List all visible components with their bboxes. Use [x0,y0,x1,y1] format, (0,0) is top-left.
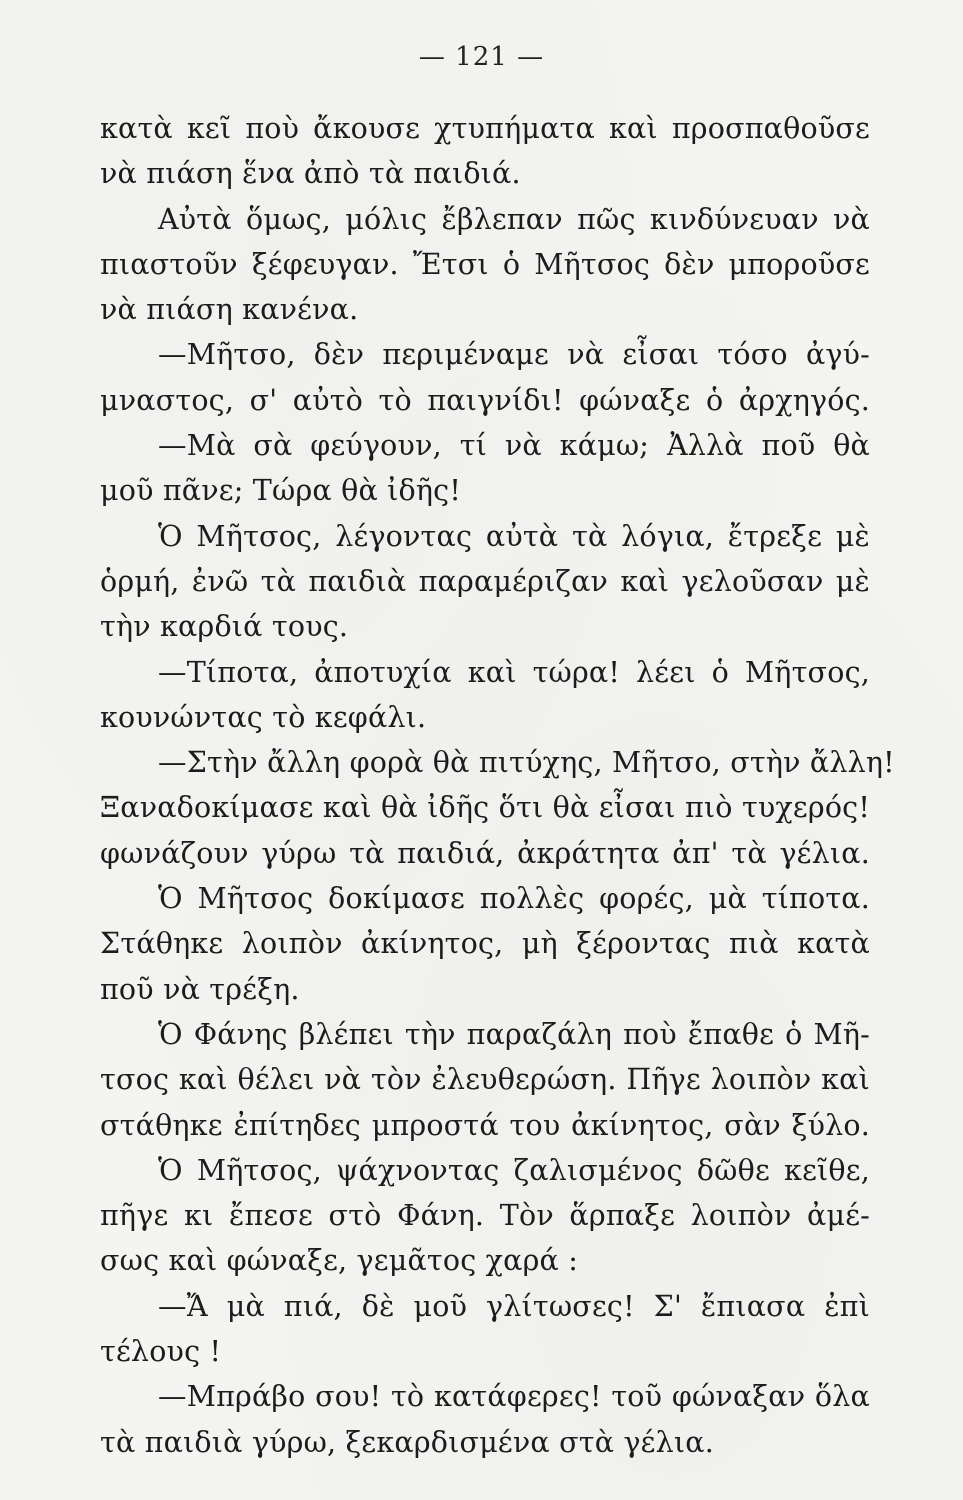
text-line: —Μῆτσο, δὲν περιμέναμε νὰ εἶσαι τόσο ἀγύ- [158,338,870,372]
text-line: πιαστοῦν ξέφευγαν. Ἔτσι ὁ Μῆτσος δὲν μποροῦσε [100,247,870,281]
text-line: Ὁ Μῆτσος, λέγοντας αὐτὰ τὰ λόγια, ἔτρεξε μὲ [158,519,870,553]
text-line: —Στὴν ἄλλη φορὰ θὰ πιτύχης, Μῆτσο, στὴν ἄλλη! [158,746,895,780]
text-line: Ὁ Μῆτσος δοκίμασε πολλὲς φορές, μὰ τίποτα. [158,882,870,916]
text-line: στάθηκε ἐπίτηδες μπροστά του ἀκίνητος, σὰν ξύλο. [100,1108,870,1142]
text-line: Ξαναδοκίμασε καὶ θὰ ἰδῆς ὅτι θὰ εἶσαι πιὸ τυχερός! [100,791,870,825]
text-line: τὴν καρδιά τους. [100,610,349,644]
text-line: μναστος, σ' αὐτὸ τὸ παιγνίδι! φώναξε ὁ ἀρχηγός. [100,383,870,417]
text-line: ὁρμή, ἐνῶ τὰ παιδιὰ παραμέριζαν καὶ γελοῦσαν μὲ [100,564,870,598]
text-line: —Ἄ μὰ πιά, δὲ μοῦ γλίτωσες! Σ' ἔπιασα ἐπὶ [158,1289,870,1323]
text-line: τὰ παιδιὰ γύρω, ξεκαρδισμένα στὰ γέλια. [100,1425,714,1459]
text-line: πῆγε κι ἔπεσε στὸ Φάνη. Τὸν ἅρπαξε λοιπὸν ἀμέ- [100,1199,870,1233]
text-line: νὰ πιάση κανένα. [100,293,359,327]
text-line: φωνάζουν γύρω τὰ παιδιά, ἀκράτητα ἀπ' τὰ γέλια. [100,836,870,870]
body-text [100,106,895,1465]
text-line: —Τίποτα, ἀποτυχία καὶ τώρα! λέει ὁ Μῆτσος, [158,655,870,689]
text-line: μοῦ πᾶνε; Τώρα θὰ ἰδῆς! [100,474,461,508]
text-line: τσος καὶ θέλει νὰ τὸν ἐλευθερώση. Πῆγε λοιπὸν καὶ [100,1063,870,1097]
text-line: Αὐτὰ ὅμως, μόλις ἔβλεπαν πῶς κινδύνευαν νὰ [158,202,870,236]
text-line: —Μὰ σὰ φεύγουν, τί νὰ κάμω; Ἀλλὰ ποῦ θὰ [158,429,870,463]
text-line: Στάθηκε λοιπὸν ἀκίνητος, μὴ ξέροντας πιὰ κατὰ [100,927,870,961]
text-line: Ὁ Φάνης βλέπει τὴν παραζάλη ποὺ ἔπαθε ὁ Μῆ- [158,1017,870,1051]
text-line: τέλους ! [100,1335,222,1369]
page-number: — 121 — [418,42,545,72]
text-line: νὰ πιάση ἕνα ἀπὸ τὰ παιδιά. [100,157,521,191]
text-line: ποῦ νὰ τρέξη. [100,972,300,1006]
text-line: σως καὶ φώναξε, γεμᾶτος χαρά : [100,1244,579,1278]
text-line: Ὁ Μῆτσος, ψάχνοντας ζαλισμένος δῶθε κεῖθε, [158,1153,870,1187]
text-line: κατὰ κεῖ ποὺ ἄκουσε χτυπήματα καὶ προσπαθοῦσε [100,112,870,145]
text-line: κουνώντας τὸ κεφάλι. [100,700,427,734]
text-line: —Μπράβο σου! τὸ κατάφερες! τοῦ φώναξαν ὅλα [158,1380,870,1414]
